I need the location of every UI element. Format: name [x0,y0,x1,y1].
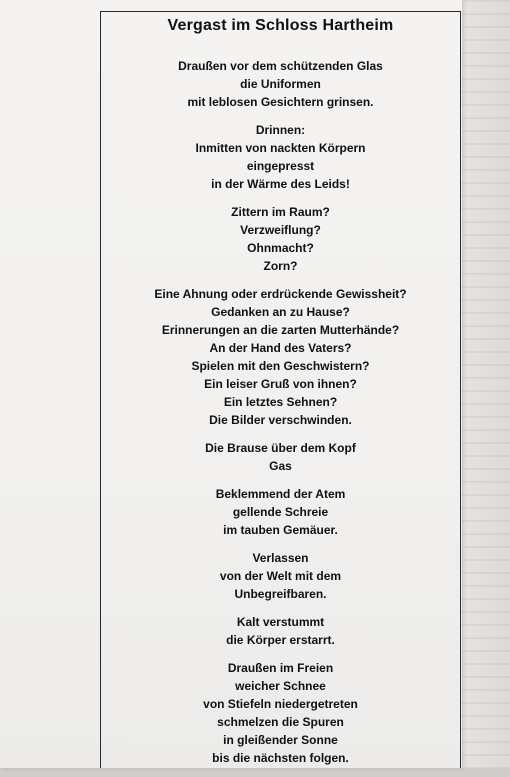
poem-line: Die Bilder verschwinden. [209,413,352,427]
poem-line: An der Hand des Vaters? [209,341,352,355]
poem-line: Die Brause über dem Kopf [205,441,356,455]
poem-line: Gas [269,459,292,473]
poem-line: Gedanken an zu Hause? [211,305,350,319]
poem-line: Beklemmend der Atem [215,487,346,501]
poem-line: von der Welt mit dem [219,569,342,583]
poem-line: eingepresst [246,159,315,173]
stanza-3 [100,203,461,275]
poem-title: Vergast im Schloss Hartheim [167,17,394,34]
poem [100,11,461,777]
stanza-9 [100,659,461,767]
poem-line: die Uniformen [240,77,321,91]
poem-line: Ohnmacht? [247,241,314,255]
stanza-4 [100,285,461,429]
poem-line: weicher Schnee [235,679,326,693]
poem-line: Draußen vor dem schützenden Glas [178,59,383,73]
stanza-8 [100,613,461,649]
poem-line: Verzweiflung? [240,223,321,237]
poem-line: bis die nächsten folgen. [212,751,349,765]
poem-line: die Körper erstarrt. [226,633,335,647]
poem-line: Spielen mit den Geschwistern? [191,359,370,373]
poem-line: schmelzen die Spuren [217,715,344,729]
stanza-1 [100,57,461,111]
poem-line: Drinnen: [255,123,306,137]
poem-line: von Stiefeln niedergetreten [203,697,358,711]
poem-line: Inmitten von nackten Körpern [195,141,366,155]
poem-line: Draußen im Freien [227,661,334,675]
poem-line: Zittern im Raum? [231,205,330,219]
poem-line: Ein leiser Gruß von ihnen? [204,377,357,391]
stanza-2 [100,121,461,193]
poem-line: Erinnerungen an die zarten Mutterhände? [161,323,400,337]
poem-line: Kalt verstummt [236,615,325,629]
poem-line: Zorn? [263,259,298,273]
poem-line: Eine Ahnung oder erdrückende Gewissheit? [154,287,407,301]
poem-line: Ein letztes Sehnen? [223,395,338,409]
poem-line: in gleißender Sonne [223,733,338,747]
stanza-5 [100,439,461,475]
poem-line: in der Wärme des Leids! [211,177,350,191]
poem-body [100,57,461,767]
poem-line: im tauben Gemäuer. [223,523,338,537]
poem-line: Verlassen [252,551,309,565]
stanza-7 [100,549,461,603]
poem-line: gellende Schreie [232,505,329,519]
poem-line: Unbegreifbaren. [234,587,327,601]
poem-line: mit leblosen Gesichtern grinsen. [187,95,374,109]
stanza-6 [100,485,461,539]
